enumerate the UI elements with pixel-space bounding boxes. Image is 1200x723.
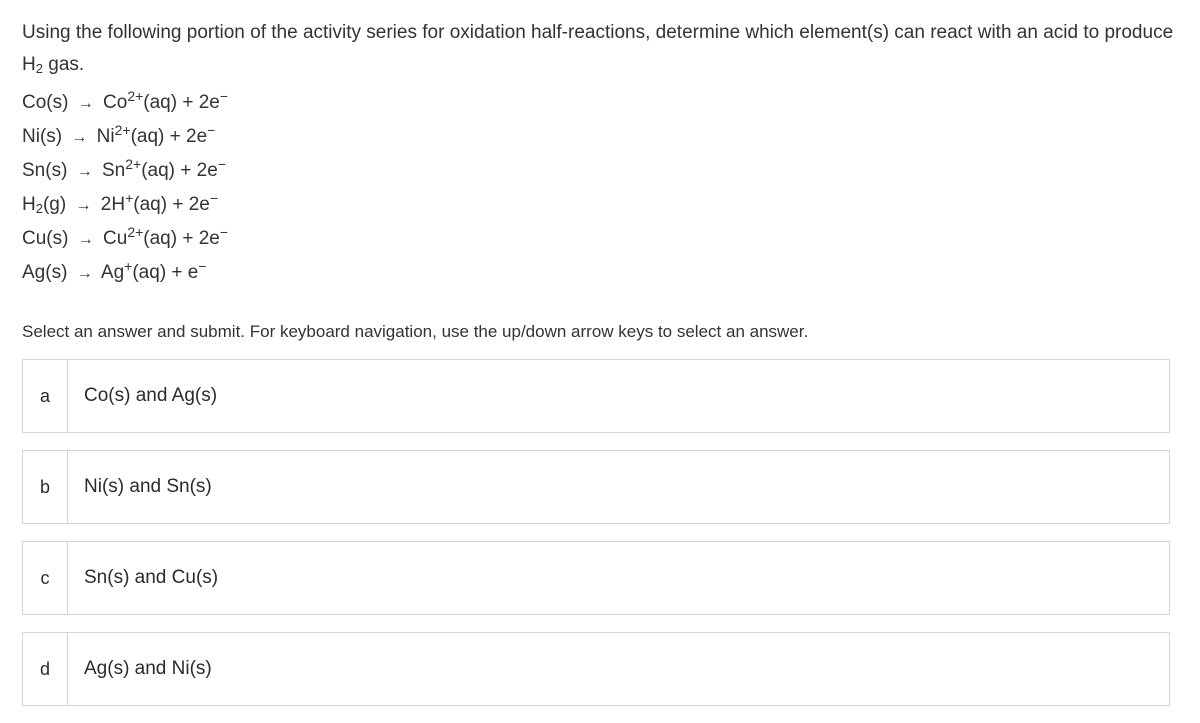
option-label: Ag(s) and Ni(s) bbox=[84, 658, 212, 679]
product-rest: (aq) + e bbox=[132, 262, 199, 283]
electron-charge: − bbox=[217, 156, 226, 172]
question-text-main: Using the following portion of the activity series for oxidation half-reactions, determine which element(s) can react with an acid to produce H bbox=[22, 22, 1174, 75]
product-ion: 2H bbox=[100, 194, 126, 215]
reactant-state: (g) bbox=[42, 194, 67, 215]
half-reaction-copper bbox=[22, 222, 228, 256]
instructions-text: Select an answer and submit. For keyboard navigation, use the up/down arrow keys to select an answer. bbox=[22, 322, 809, 341]
electron-charge: − bbox=[209, 190, 219, 206]
option-letter: b bbox=[23, 451, 68, 523]
ion-charge: 2+ bbox=[127, 88, 144, 104]
electron-charge: − bbox=[219, 88, 229, 104]
product-rest: (aq) + 2e bbox=[130, 126, 208, 147]
half-reaction-tin bbox=[22, 154, 228, 188]
reactant: Ag(s) bbox=[22, 262, 68, 283]
product-rest: (aq) + 2e bbox=[141, 160, 218, 181]
electron-charge: − bbox=[198, 258, 207, 274]
reactant: Co(s) bbox=[22, 92, 69, 113]
reactant: Cu(s) bbox=[22, 228, 69, 249]
half-reaction-hydrogen bbox=[22, 188, 228, 222]
product-ion: Ni bbox=[96, 126, 115, 147]
answer-option-c[interactable] bbox=[22, 541, 1170, 615]
reaction-arrow-icon: → bbox=[75, 197, 92, 214]
option-label: Co(s) and Ag(s) bbox=[84, 385, 218, 406]
ion-charge: + bbox=[124, 258, 133, 274]
half-reaction-cobalt bbox=[22, 86, 228, 120]
half-reaction-list bbox=[22, 86, 228, 290]
product-ion: Sn bbox=[101, 160, 126, 181]
product-rest: (aq) + 2e bbox=[143, 228, 220, 249]
reaction-arrow-icon: → bbox=[76, 265, 93, 282]
answer-option-d[interactable] bbox=[22, 632, 1170, 706]
ion-charge: 2+ bbox=[125, 156, 142, 172]
reaction-arrow-icon: → bbox=[76, 163, 93, 180]
product-rest: (aq) + 2e bbox=[133, 194, 210, 215]
product-ion: Co bbox=[103, 92, 128, 113]
option-letter: a bbox=[23, 360, 68, 432]
reactant: Sn(s) bbox=[22, 160, 68, 181]
reaction-arrow-icon: → bbox=[77, 95, 94, 112]
half-reaction-nickel bbox=[22, 120, 228, 154]
answer-options bbox=[22, 359, 1170, 723]
ion-charge: 2+ bbox=[114, 122, 131, 138]
electron-charge: − bbox=[219, 224, 229, 240]
answer-option-b[interactable] bbox=[22, 450, 1170, 524]
option-letter: c bbox=[23, 542, 68, 614]
product-rest: (aq) + 2e bbox=[143, 92, 220, 113]
option-label: Ni(s) and Sn(s) bbox=[84, 476, 212, 497]
half-reaction-silver bbox=[22, 256, 228, 290]
ion-charge: + bbox=[125, 190, 134, 206]
question-text-end: gas. bbox=[42, 54, 85, 75]
product-ion: Cu bbox=[103, 228, 128, 249]
reaction-arrow-icon: → bbox=[77, 231, 94, 248]
question-text bbox=[22, 17, 1182, 81]
reaction-arrow-icon: → bbox=[71, 129, 88, 146]
product-ion: Ag bbox=[100, 262, 125, 283]
answer-option-a[interactable] bbox=[22, 359, 1170, 433]
reactant: H bbox=[22, 194, 36, 215]
option-label: Sn(s) and Cu(s) bbox=[84, 567, 219, 588]
reactant: Ni(s) bbox=[22, 126, 63, 147]
reactant-subscript: 2 bbox=[35, 201, 43, 216]
ion-charge: 2+ bbox=[127, 224, 144, 240]
option-letter: d bbox=[23, 633, 68, 705]
question-subscript: 2 bbox=[35, 61, 43, 76]
electron-charge: − bbox=[207, 122, 216, 138]
